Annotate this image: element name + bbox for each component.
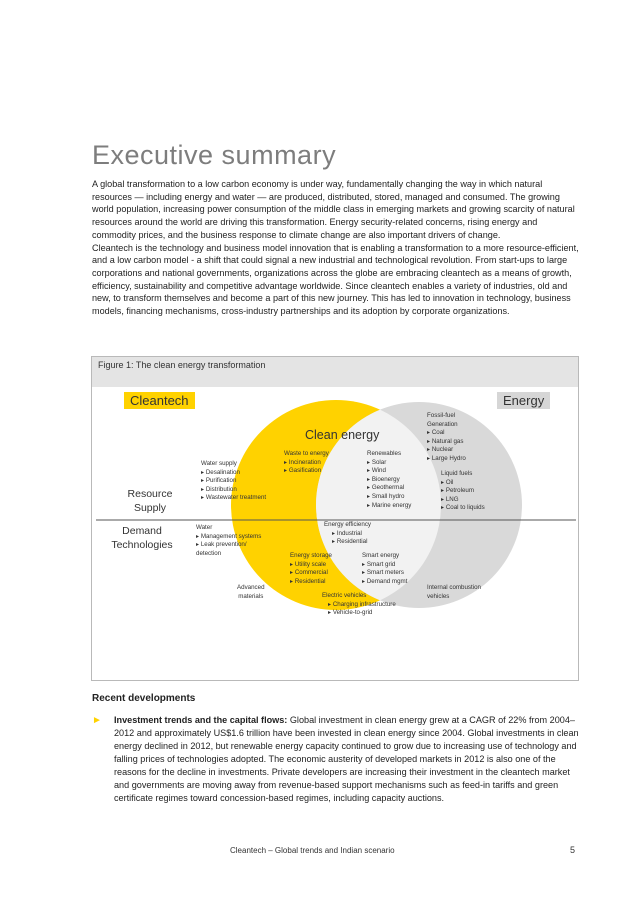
list-item: ▸ Commercial xyxy=(290,569,332,578)
page-number: 5 xyxy=(570,845,576,855)
list-item: ▸ Coal to liquids xyxy=(441,504,485,513)
advanced-materials-label xyxy=(237,584,265,601)
list-item: ▸ Wind xyxy=(367,467,411,476)
energy-storage-group xyxy=(290,552,332,586)
list-item: ▸ Marine energy xyxy=(367,502,411,511)
group-heading: Waste to energy xyxy=(284,450,329,457)
list-item: ▸ Petroleum xyxy=(441,487,485,496)
intro-paragraph: A global transformation to a low carbon economy is under way, fundamentally changing the way in which natural resources — including energy and water — are produced, distributed, stored, managed and consumed. The growing world population, increasing power consumption of the middle class in emerging markets and growing scarcity of natural resources around the world are driving this transformation. Energy security-related concerns, rising energy and commodity prices, and the business response to climate change are also important drivers of change. xyxy=(92,179,575,240)
list-item: ▸ Solar xyxy=(367,459,411,468)
footer-text: Cleantech – Global trends and Indian scenario xyxy=(230,846,395,855)
page-title: Executive summary xyxy=(92,140,337,170)
waste-to-energy-group xyxy=(284,450,329,476)
list-item: ▸ Industrial xyxy=(324,530,371,539)
group-heading: Smart energy xyxy=(362,552,400,559)
side-label-line: Resource xyxy=(127,488,173,500)
list-item: ▸ Utility scale xyxy=(290,561,332,570)
water-group xyxy=(196,524,266,558)
resource-supply-label xyxy=(122,487,178,515)
group-heading: Generation xyxy=(427,420,458,428)
list-item: ▸ Small hydro xyxy=(367,493,411,502)
bullet-body: Global investment in clean energy grew at a CAGR of 22% from 2004–2012 and approximately US$1.6 trillion have been invested in clean energy since 2004. Global investments in clean energy declined in 2012, but renewable energy capacity continued to grow due to increasing use of technology and falling prices of technologies adopted. The economic austerity of developed markets in 2012 is also one of the reasons for the decline in investments. Private developers are increasing their investment in the cleantech market and governments are moving away from revenue-based support mechanisms such as feed-in tariffs and green certificate regimes toward concession-based regimes, including capacity auctions. xyxy=(114,715,579,803)
bullet-title: Investment trends and the capital flows: xyxy=(114,715,288,725)
fossil-fuel-generation-group xyxy=(427,412,466,464)
electric-vehicles-group xyxy=(322,592,396,618)
side-label-line: Technologies xyxy=(111,539,173,551)
group-heading: Renewables xyxy=(367,450,402,457)
list-item: ▸ Demand mgmt xyxy=(362,578,407,587)
smart-energy-group xyxy=(362,552,407,586)
list-item: ▸ Charging infrastructure xyxy=(322,601,396,610)
list-item: ▸ Natural gas xyxy=(427,438,466,447)
side-label-line: Demand xyxy=(122,525,162,537)
intro-text xyxy=(92,178,582,318)
list-item: ▸ Oil xyxy=(441,479,485,488)
list-item: ▸ Distribution xyxy=(201,486,266,495)
list-item: ▸ Incineration xyxy=(284,459,329,468)
group-heading: Liquid fuels xyxy=(441,470,473,477)
bullet-arrow-icon: ► xyxy=(92,715,102,726)
list-item: ▸ Residential xyxy=(324,538,371,547)
list-item: ▸ Leak prevention/ detection xyxy=(196,541,266,558)
group-heading: Fossil-fuel xyxy=(427,412,456,419)
group-heading: Electric vehicles xyxy=(322,592,367,599)
list-item: ▸ Purification xyxy=(201,477,266,486)
cleantech-label: Cleantech xyxy=(124,392,195,409)
list-item: ▸ Coal xyxy=(427,429,466,438)
renewables-group xyxy=(367,450,411,510)
recent-developments-heading: Recent developments xyxy=(92,693,196,704)
group-heading: Energy efficiency xyxy=(324,521,372,528)
label-line: materials xyxy=(238,592,264,600)
list-item: ▸ Desalination xyxy=(201,469,266,478)
list-item: ▸ Smart grid xyxy=(362,561,407,570)
list-item: ▸ Vehicle-to-grid xyxy=(322,609,396,618)
water-supply-group xyxy=(201,460,266,503)
internal-combustion-vehicles-label xyxy=(427,584,481,601)
list-item: ▸ Bioenergy xyxy=(367,476,411,485)
list-item: ▸ Wastewater treatment xyxy=(201,494,266,503)
energy-label: Energy xyxy=(497,392,550,409)
list-item: ▸ Nuclear xyxy=(427,446,466,455)
side-label-line: Supply xyxy=(133,502,167,514)
figure-caption: Figure 1: The clean energy transformation xyxy=(98,360,266,370)
label-line: Advanced xyxy=(237,584,265,591)
list-item: ▸ Gasification xyxy=(284,467,329,476)
intro-paragraph: Cleantech is the technology and business model innovation that is enabling a transformation to a more resource-efficient, and a low carbon model - a shift that could signal a new industrial and technological revolution. From start-ups to large corporations and national governments, organizations across the globe are embracing cleantech as a means of growth, efficiency, sustainability and competitive advantage worldwide. Since cleantech enables a variety of industries, old and new, to transform themselves and become a part of this new journey. This has led to innovation in technology, business models, financing mechanisms, cross-industry partnerships and its adoption by corporate organizations. xyxy=(92,242,579,317)
label-line: Internal combustion xyxy=(427,584,481,591)
list-item: ▸ Residential xyxy=(290,578,332,587)
energy-efficiency-group xyxy=(324,521,371,547)
list-item: ▸ LNG xyxy=(441,496,485,505)
bullet-text xyxy=(114,714,580,805)
clean-energy-label: Clean energy xyxy=(305,428,380,442)
group-heading: Energy storage xyxy=(290,552,332,559)
list-item: ▸ Smart meters xyxy=(362,569,407,578)
list-item: ▸ Management systems xyxy=(196,533,266,542)
label-line: vehicles xyxy=(427,592,450,600)
demand-technologies-label xyxy=(106,524,178,552)
group-heading: Water xyxy=(196,524,213,531)
list-item: ▸ Geothermal xyxy=(367,484,411,493)
group-heading: Water supply xyxy=(201,460,237,467)
figure-clean-energy-transformation xyxy=(91,356,579,681)
list-item: ▸ Large Hydro xyxy=(427,455,466,464)
liquid-fuels-group xyxy=(441,470,485,513)
